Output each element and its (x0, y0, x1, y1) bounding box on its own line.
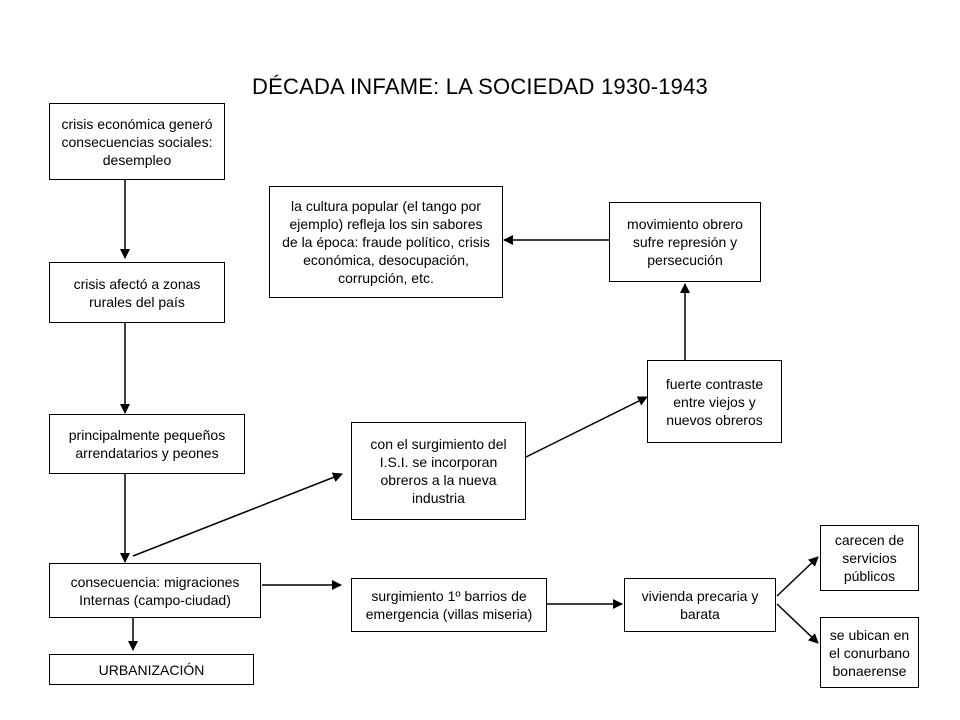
node-barrios-emergencia-label: surgimiento 1º barrios de emergencia (villas miseria) (365, 588, 533, 622)
node-movimiento-obrero (609, 202, 761, 282)
diagram-title: DÉCADA INFAME: LA SOCIEDAD 1930-1943 (252, 74, 708, 99)
arrow-vivienda-to-carecen (777, 557, 818, 596)
node-fuerte-contraste-label: fuerte contraste entre viejos y nuevos obreros (665, 375, 764, 428)
node-migraciones (49, 563, 261, 618)
node-barrios-emergencia (351, 578, 547, 632)
node-carecen-servicios (820, 525, 919, 591)
node-vivienda-precaria-label: vivienda precaria y barata (641, 588, 759, 622)
node-conurbano (820, 617, 919, 688)
node-fuerte-contraste (647, 360, 782, 443)
node-surgimiento-isi (351, 422, 526, 520)
node-carecen-servicios-label: carecen de servicios públicos (834, 532, 905, 584)
node-conurbano-label: se ubican en el conurbano bonaerense (829, 626, 910, 679)
node-movimiento-obrero-label: movimiento obrero sufre represión y persecución (627, 216, 743, 268)
node-surgimiento-isi-label: con el surgimiento del I.S.I. se incorporan obreros a la nueva industria (370, 436, 507, 506)
node-vivienda-precaria (624, 578, 776, 632)
node-urbanizacion-label: URBANIZACIÓN (98, 661, 205, 678)
node-crisis-rural-label: crisis afectó a zonas rurales del país (73, 275, 201, 310)
node-pequenos-arrendatarios-label: principalmente pequeños arrendatarios y peones (68, 427, 226, 461)
arrow-migraciones-to-isi (133, 474, 342, 556)
node-pequenos-arrendatarios (49, 414, 245, 474)
node-urbanizacion (49, 654, 254, 685)
arrow-vivienda-to-conurbano (777, 604, 818, 643)
node-migraciones-label: consecuencia: migraciones Internas (campo-ciudad) (70, 573, 240, 608)
arrow-isi-to-contraste (526, 397, 647, 457)
node-cultura-popular-label: la cultura popular (el tango por ejemplo) refleja los sin sabores de la época: fraude político, crisis económica, desocupación, corrupción, etc. (282, 198, 490, 286)
node-crisis-economica (49, 103, 225, 180)
node-crisis-rural (49, 262, 225, 323)
node-crisis-economica-label: crisis económica generó consecuencias sociales: desempleo (61, 115, 213, 168)
node-cultura-popular (269, 186, 503, 298)
